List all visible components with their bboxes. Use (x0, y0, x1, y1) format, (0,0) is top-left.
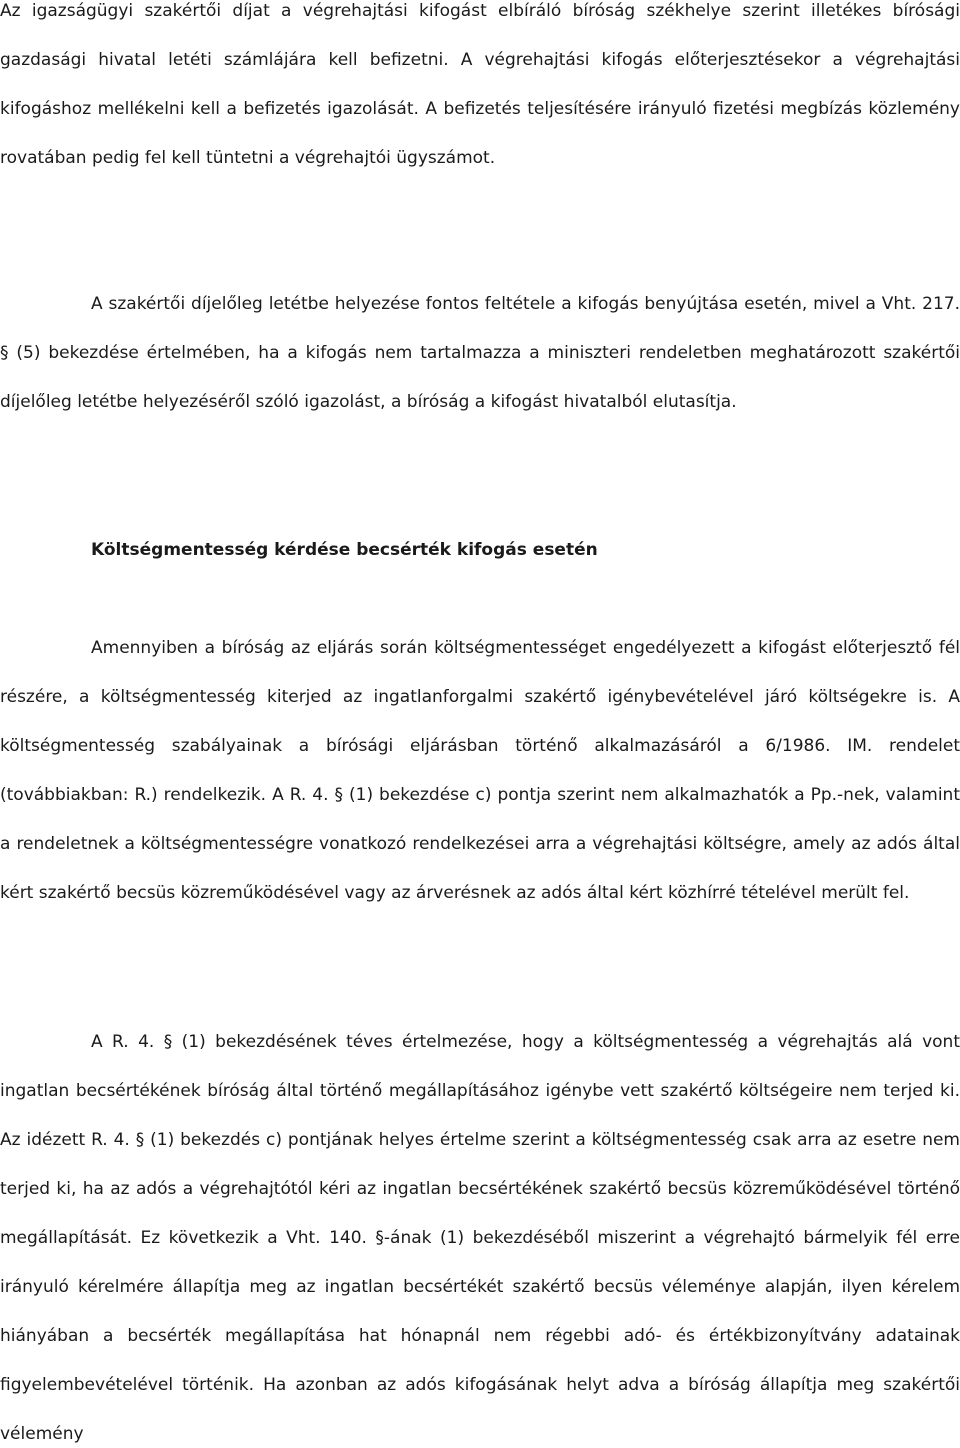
paragraph-expert-fee-deposit (0, 280, 960, 427)
paragraph-text: A R. 4. § (1) bekezdésének téves értelmezése, hogy a költségmentesség a végrehajtás alá vont ingatlan becsértékének bíróság által történő megállapításához igénybe vett szakértő költségeire nem terjed ki. Az idézett R. 4. § (1) bekezdés c) pontjának helyes értelme szerint a költségmentesség csak arra az esetre nem terjed ki, ha az adós a végrehajtótól kéri az ingatlan becsértékének szakértő becsüs közreműködésével történő megállapítását. Ez következik a Vht. 140. §-ának (1) bekezdéséből miszerint a végrehajtó bármelyik fél erre irányuló kérelmére állapítja meg az ingatlan becsértékét szakértő becsüs véleménye alapján, ilyen kérelem hiányában a becsérték megállapítása hat hónapnál nem régebbi adó- és értékbizonyítvány adatainak figyelembevételével történik. Ha azonban az adós kifogásának helyt adva a bíróság állapítja meg szakértői vélemény (0, 1032, 960, 1444)
paragraph-payment-instructions (0, 0, 960, 183)
paragraph-text: A szakértői díjelőleg letétbe helyezése fontos feltétele a kifogás benyújtása esetén, mivel a Vht. 217. § (5) bekezdése értelmében, ha a kifogás nem tartalmazza a miniszteri rendeletben meghatározott szakértői díjelőleg letétbe helyezéséről szóló igazolást, a bíróság a kifogást hivatalból elutasítja. (0, 294, 960, 412)
paragraph-interpretation (0, 1018, 960, 1448)
section-heading: Költségmentesség kérdése becsérték kifogás esetén (91, 540, 598, 560)
paragraph-cost-exemption (0, 624, 960, 918)
paragraph-text: Az igazságügyi szakértői díjat a végrehajtási kifogást elbíráló bíróság székhelye szerint illetékes bírósági gazdasági hivatal letéti számlájára kell befizetni. A végrehajtási kifogás előterjesztésekor a végrehajtási kifogáshoz mellékelni kell a befizetés igazolását. A befizetés teljesítésére irányuló fizetési megbízás közlemény rovatában pedig fel kell tüntetni a végrehajtói ügyszámot. (0, 1, 960, 168)
paragraph-text: Amennyiben a bíróság az eljárás során költségmentességet engedélyezett a kifogást előterjesztő fél részére, a költségmentesség kiterjed az ingatlanforgalmi szakértő igénybevételével járó költségekre is. A költségmentesség szabályainak a bírósági eljárásban történő alkalmazásáról a 6/1986. IM. rendelet (továbbiakban: R.) rendelkezik. A R. 4. § (1) bekezdése c) pontja szerint nem alkalmazhatók a Pp.-nek, valamint a rendeletnek a költségmentességre vonatkozó rendelkezései arra a végrehajtási költségre, amely az adós által kért szakértő becsüs közreműködésével vagy az árverésnek az adós által kért közhírré tételével merült fel. (0, 638, 960, 903)
